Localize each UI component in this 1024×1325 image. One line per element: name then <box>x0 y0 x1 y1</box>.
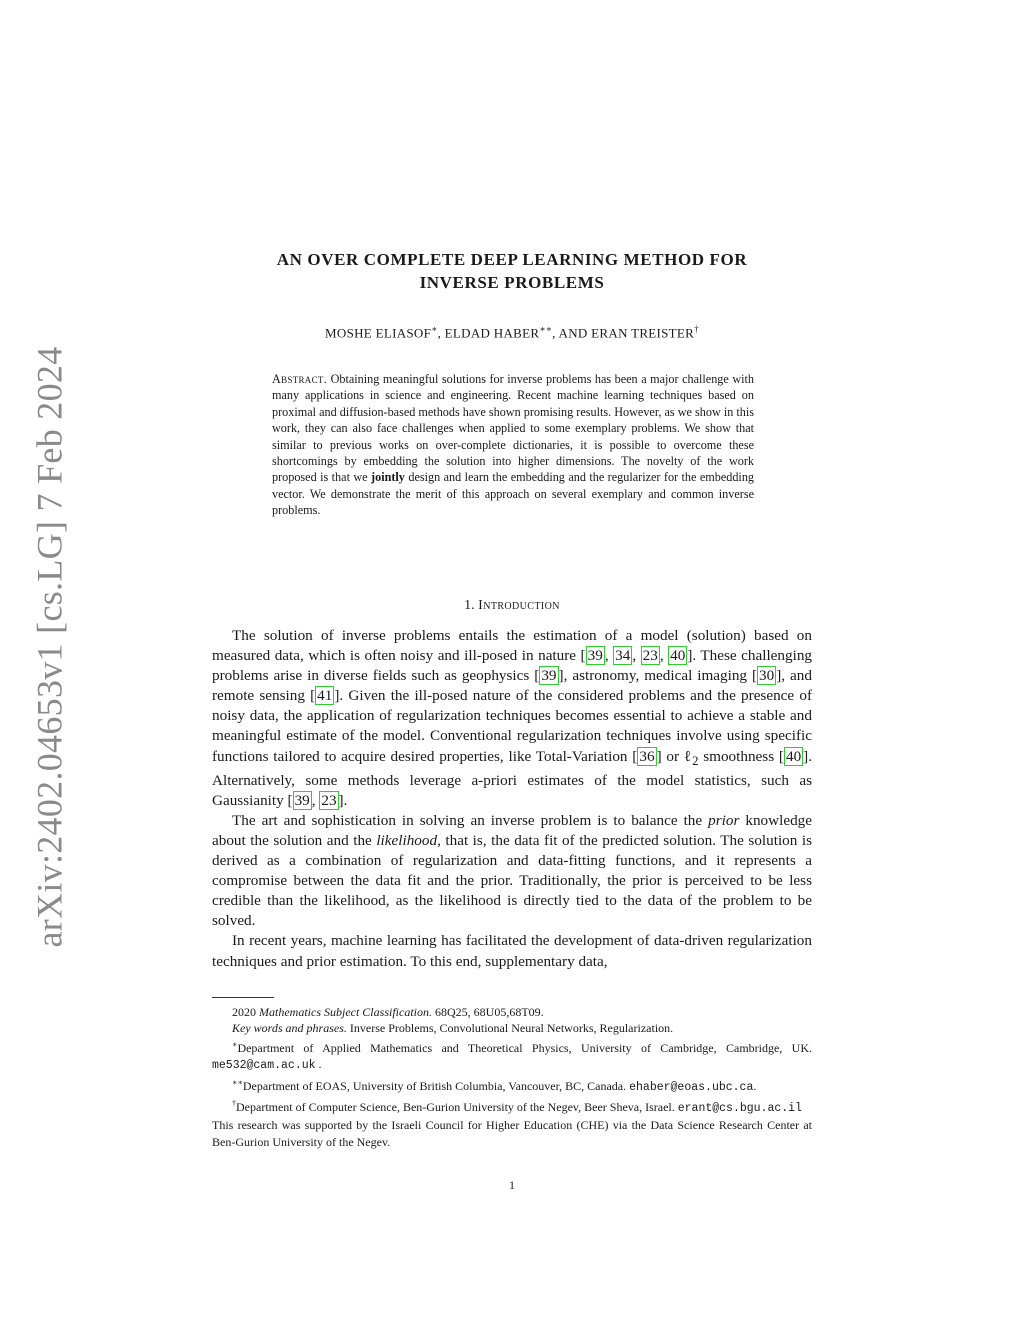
msc-label: Mathematics Subject Classification. <box>259 1005 432 1019</box>
section-number: 1. <box>464 598 475 613</box>
author-treister: ERAN TREISTER <box>591 325 695 341</box>
author-separator: , AND <box>552 325 592 341</box>
footnote-affiliation-2 <box>212 1075 812 1096</box>
paragraph-3: In recent years, machine learning has facilitated the development of data-driven regularization techniques and prior estimation. To this end, supplementary data, <box>212 932 812 970</box>
abstract-text-1: Obtaining meaningful solutions for inverse problems has been a major challenge with many applications in science and engineering. Recent machine learning techniques based on proximal and diffusion-based methods have shown promising results. However, as we show in this work, they can also face challenges when applied to some exemplary problems. We show that similar to previous works on over-complete dictionaries, it is possible to overcome these shortcomings by embedding the solution into higher dimensions. The novelty of the work proposed is that we <box>272 372 755 485</box>
author-haber-mark: ∗∗ <box>539 324 553 334</box>
paragraph-text: The solution of inverse problems entails the estimation of a model (solution) based on measured data, which is often noisy and ill-posed in nature [ <box>212 627 812 665</box>
msc-year: 2020 <box>232 1005 259 1019</box>
footnote-affiliation-1 <box>212 1037 812 1075</box>
citation-link[interactable]: 39 <box>541 667 557 685</box>
abstract-label: Abstract. <box>272 372 328 386</box>
author-list <box>212 324 812 341</box>
email-link[interactable]: me532@cam.ac.uk <box>212 1059 316 1073</box>
page-number: 1 <box>509 1178 515 1192</box>
citation-link[interactable]: 40 <box>670 647 686 665</box>
math-subscript: 2 <box>692 753 699 768</box>
citation-link[interactable]: 39 <box>587 647 603 665</box>
footnote-mark: ∗ <box>232 1039 238 1049</box>
paragraph-text: ]. These challenging problems arise in diverse fields such as geophysics [ <box>212 647 813 685</box>
citation-separator: , <box>604 647 614 665</box>
emphasis-term: likelihood <box>376 831 438 849</box>
paragraph-text: The art and sophistication in solving an inverse problem is to balance the <box>232 811 709 829</box>
keywords-text: Inverse Problems, Convolutional Neural Networks, Regularization. <box>346 1021 674 1036</box>
arxiv-identifier-stamp <box>30 346 70 948</box>
citation-link[interactable]: 34 <box>615 647 631 665</box>
keywords-label: Key words and phrases. <box>232 1021 347 1036</box>
paragraph-text: knowledge about the solution and the <box>212 811 812 849</box>
citation-separator: , <box>659 647 669 665</box>
footnote-msc <box>212 1004 812 1020</box>
paragraph-1 <box>212 626 812 811</box>
paragraph-text: ]. <box>338 791 348 809</box>
arxiv-id-text: arXiv:2402.04653v1 [cs.LG] 7 Feb 2024 <box>30 346 70 948</box>
paragraph-text: smoothness [ <box>698 747 784 765</box>
introduction-body <box>212 626 812 972</box>
email-link[interactable]: erant@cs.bgu.ac.il <box>677 1102 802 1116</box>
affiliation-text: Department of Computer Science, Ben-Gurion University of the Negev, Beer Sheva, Israel. <box>236 1100 678 1115</box>
footnote-mark: ∗∗ <box>232 1077 243 1087</box>
title-line-1: AN OVER COMPLETE DEEP LEARNING METHOD FOR <box>276 250 748 269</box>
msc-codes: 68Q25, 68U05,68T09. <box>431 1005 544 1019</box>
affiliation-end: . <box>315 1057 322 1072</box>
section-heading-introduction <box>212 598 812 614</box>
paragraph-text: ], and remote sensing [ <box>212 667 812 705</box>
affiliation-text: Department of Applied Mathematics and Theoretical Physics, University of Cambridge, Cambridge, UK. <box>237 1040 812 1055</box>
footnote-divider <box>212 997 274 998</box>
citation-link[interactable]: 40 <box>785 747 802 765</box>
citation-separator: , <box>632 647 641 665</box>
author-treister-mark: † <box>694 324 699 334</box>
paragraph-text: , that is, the data fit of the predicted solution. The solution is derived as a combination of regularization and data-fitting functions, and it represents a compromise between the data fit and the prior. Traditionally, the prior is perceived to be less credible than the likelihood, as the likelihood is directly tied to the data of the problem to be solved. <box>212 831 813 930</box>
emphasis-term: prior <box>708 811 740 829</box>
paragraph-text: ] or ℓ <box>656 747 693 765</box>
affiliation-text: Department of EOAS, University of British Columbia, Vancouver, BC, Canada. <box>242 1078 630 1093</box>
author-eliasof: MOSHE ELIASOF <box>325 325 432 341</box>
footnote-funding: This research was supported by the Israeli Council for Higher Education (CHE) via the Data Science Research Center at Ben-Gurion University of the Negev. <box>212 1118 812 1149</box>
abstract-text-2: design and learn the embedding and the regularizer for the embedding vector. We demonstrate the merit of this approach on several exemplary and common inverse problems. <box>272 470 755 518</box>
citation-link[interactable]: 23 <box>321 791 337 809</box>
citation-separator: , <box>311 791 320 809</box>
citation-link[interactable]: 30 <box>759 667 775 685</box>
author-eliasof-mark: ∗ <box>431 324 438 334</box>
paragraph-text: ]. Given the ill-posed nature of the considered problems and the presence of noisy data, the application of regularization techniques becomes essential to achieve a stable and meaningful estimate of the model. Conventional regularization techniques involve using specific functions tailored to acquire desired properties, like Total-Variation [ <box>212 687 812 765</box>
author-separator: , <box>437 325 445 341</box>
footnote-keywords <box>212 1020 812 1036</box>
paragraph-2 <box>212 811 812 932</box>
citation-link[interactable]: 23 <box>642 647 658 665</box>
citation-link[interactable]: 39 <box>294 791 310 809</box>
paragraph-text: ]. Alternatively, some methods leverage a-priori estimates of the model statistics, such as Gaussianity [ <box>212 747 813 809</box>
affiliation-end: . <box>753 1078 757 1093</box>
title-line-2: INVERSE PROBLEMS <box>419 273 605 292</box>
footnotes <box>212 1004 812 1150</box>
abstract <box>272 371 754 519</box>
footnote-mark: † <box>232 1099 236 1109</box>
author-haber: ELDAD HABER <box>444 325 540 341</box>
paragraph-text: ], astronomy, medical imaging [ <box>558 667 758 685</box>
email-link[interactable]: ehaber@eoas.ubc.ca <box>629 1080 754 1094</box>
citation-link[interactable]: 41 <box>317 687 333 705</box>
abstract-bold-word: jointly <box>371 470 405 485</box>
paper-title <box>212 248 812 294</box>
citation-link[interactable]: 36 <box>639 747 655 765</box>
footnote-affiliation-3 <box>212 1096 812 1117</box>
section-title: Introduction <box>478 598 560 613</box>
